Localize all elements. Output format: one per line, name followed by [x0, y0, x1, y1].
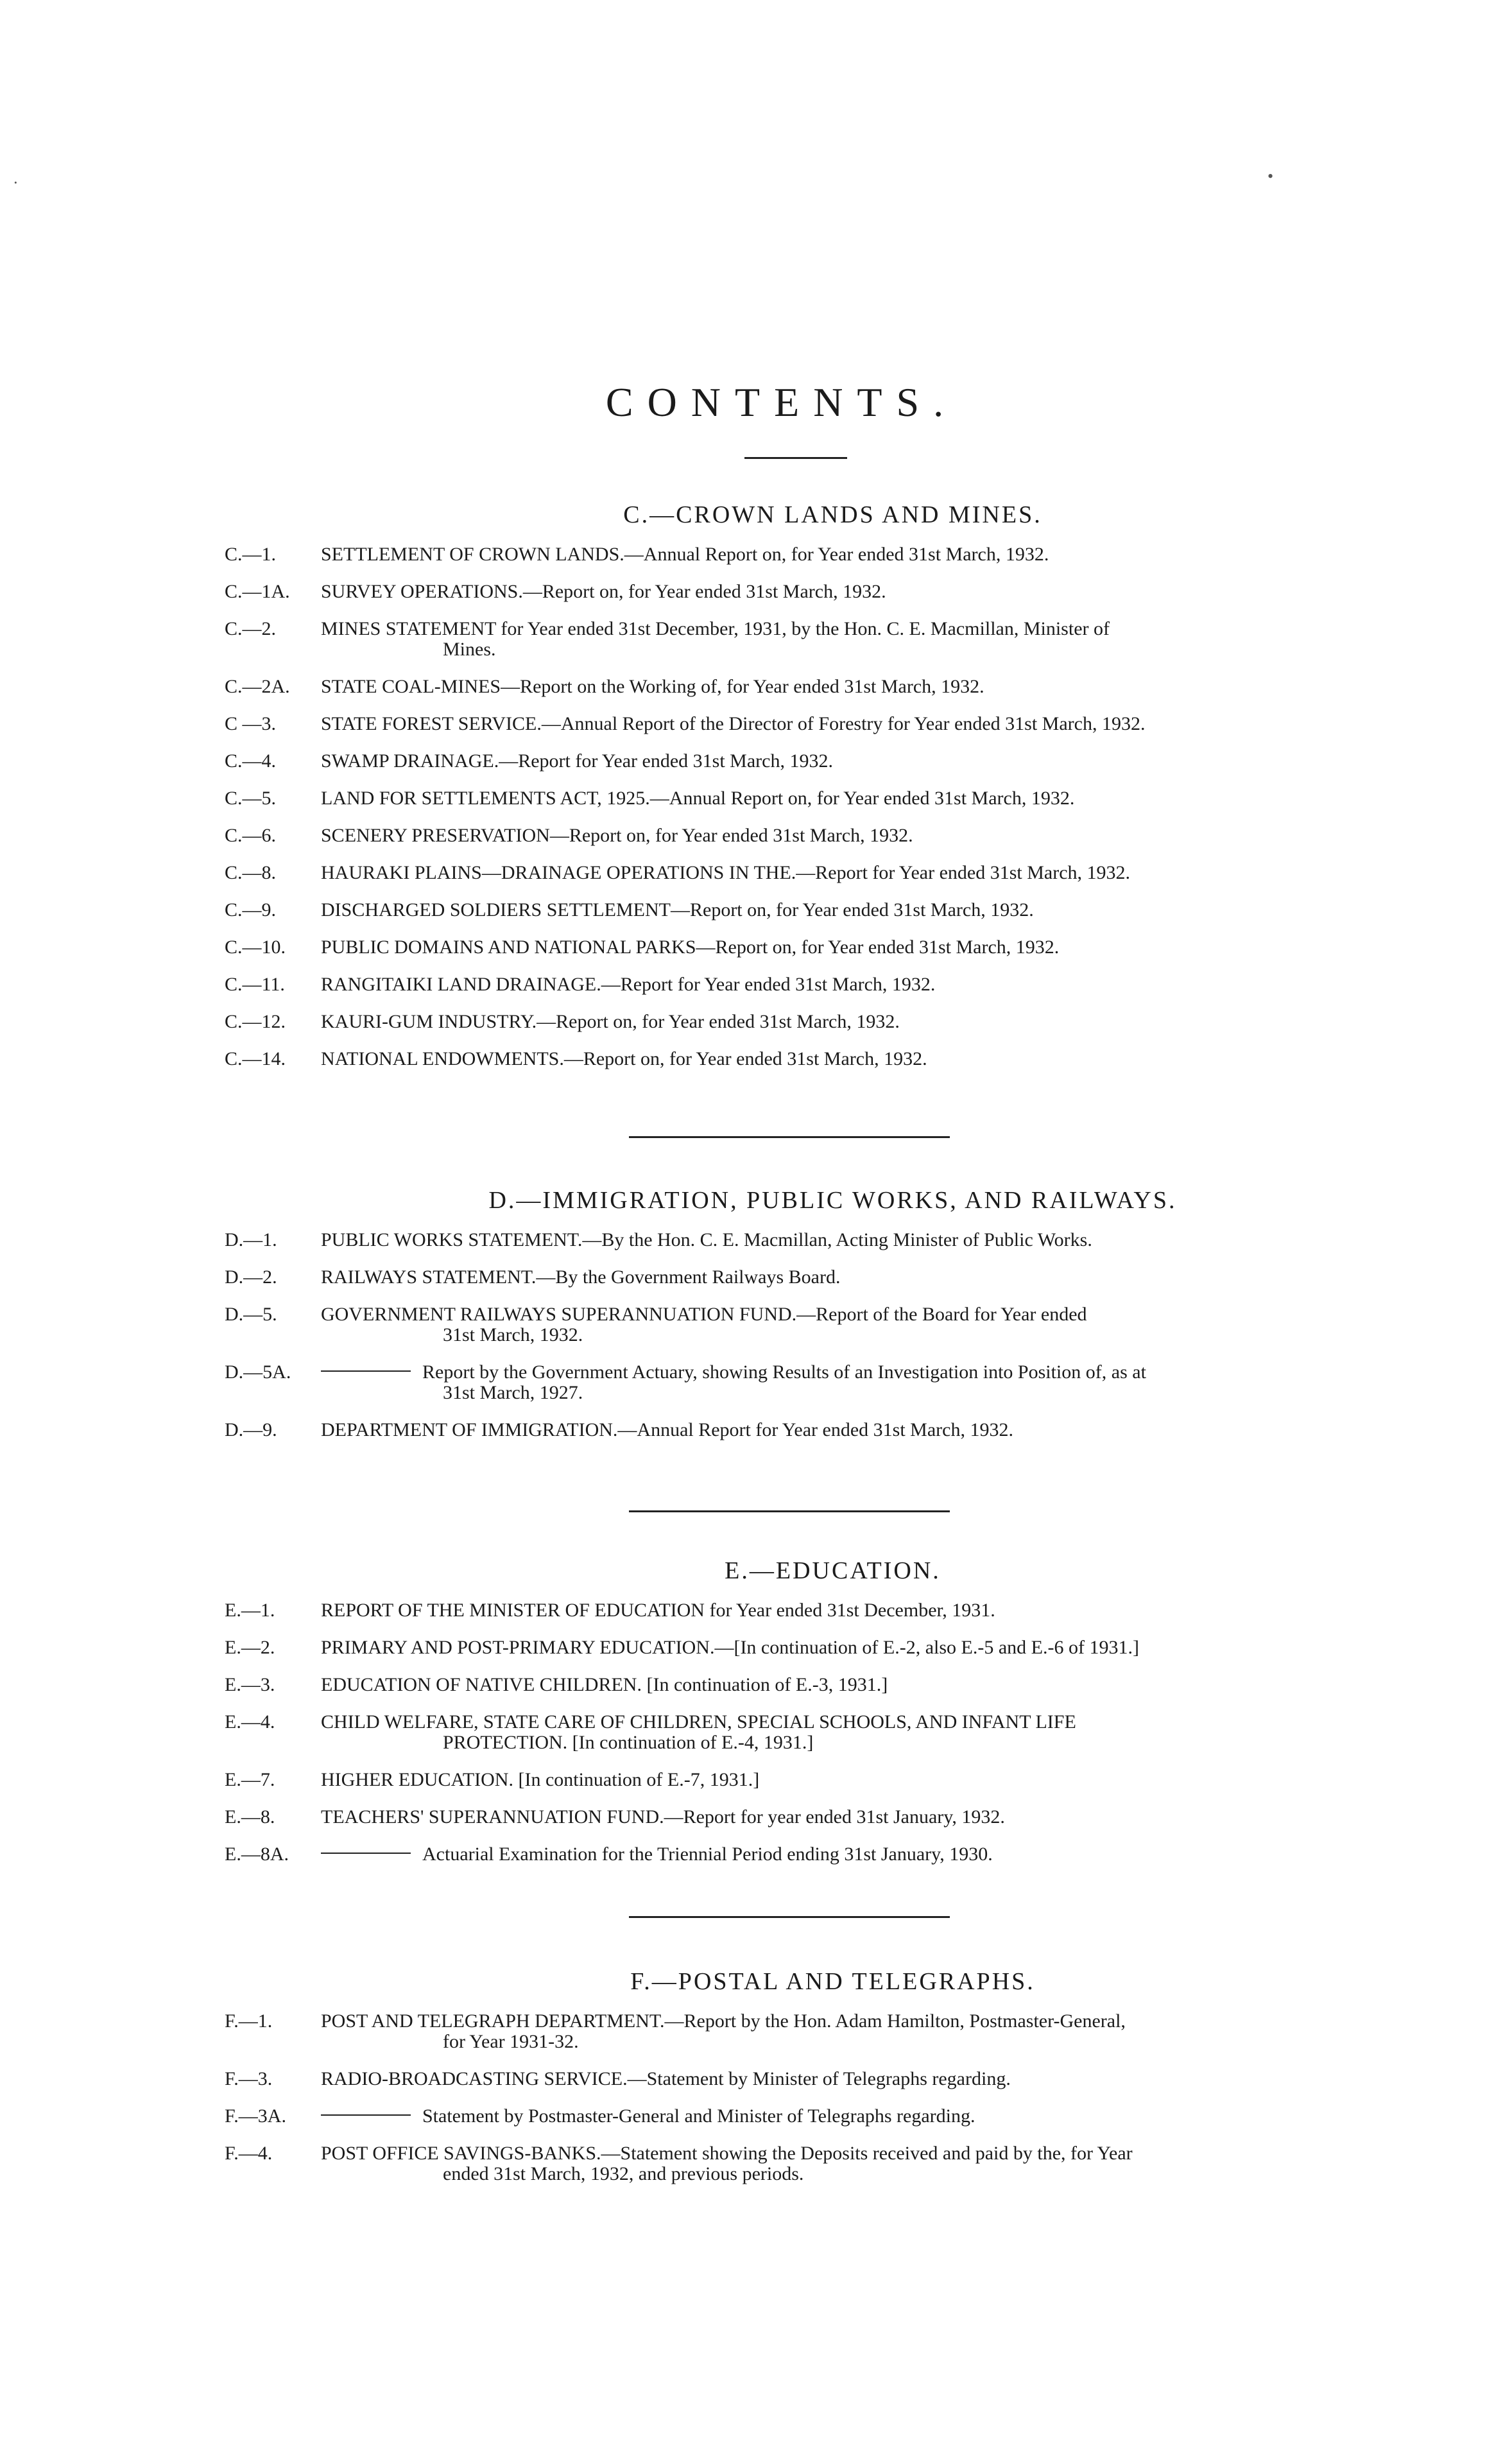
- section-divider: [629, 1136, 950, 1138]
- entry-title: RAILWAYS STATEMENT.—By the Government Railways Board.: [321, 1266, 841, 1288]
- entry-text: [321, 937, 1364, 958]
- entry-code: E.—2.: [225, 1637, 275, 1658]
- contents-entry: [225, 788, 1364, 809]
- entry-code: C.—1A.: [225, 581, 290, 602]
- entry-code: F.—3A.: [225, 2105, 286, 2127]
- section-heading: F.—POSTAL AND TELEGRAPHS.: [630, 1968, 1035, 1995]
- entry-title: PRIMARY AND POST-PRIMARY EDUCATION.—[In continuation of E.-2, also E.-5 and E.-6 of 1931.]: [321, 1637, 1139, 1658]
- entry-title: SURVEY OPERATIONS.—Report on, for Year ended 31st March, 1932.: [321, 581, 886, 602]
- ditto-dash: [321, 1370, 411, 1372]
- entry-title: Report by the Government Actuary, showing Results of an Investigation into Position of, as at: [422, 1361, 1146, 1383]
- entry-text: [321, 544, 1364, 565]
- entry-title: TEACHERS' SUPERANNUATION FUND.—Report for year ended 31st January, 1932.: [321, 1806, 1005, 1827]
- entry-text: [321, 1362, 1364, 1403]
- entry-code: C.—14.: [225, 1048, 286, 1069]
- contents-entry: [225, 937, 1364, 958]
- entry-title: LAND FOR SETTLEMENTS ACT, 1925.—Annual Report on, for Year ended 31st March, 1932.: [321, 788, 1075, 809]
- contents-entry: [225, 1770, 1364, 1790]
- ditto-dash: [321, 1853, 411, 1854]
- contents-entry: [225, 1675, 1364, 1695]
- entry-code: C.—5.: [225, 788, 277, 809]
- entry-title: SCENERY PRESERVATION—Report on, for Year ended 31st March, 1932.: [321, 825, 913, 846]
- entry-title: HAURAKI PLAINS—DRAINAGE OPERATIONS IN THE.—Report for Year ended 31st March, 1932.: [321, 862, 1131, 883]
- entry-text: [321, 619, 1364, 660]
- entry-code: D.—9.: [225, 1419, 277, 1440]
- contents-entry: [225, 2106, 1364, 2127]
- entry-title: DISCHARGED SOLDIERS SETTLEMENT—Report on, for Year ended 31st March, 1932.: [321, 899, 1034, 920]
- entry-text: [321, 1049, 1364, 1069]
- entry-continuation: 31st March, 1932.: [443, 1324, 583, 1345]
- contents-entry: [225, 2011, 1364, 2052]
- entry-title: POST OFFICE SAVINGS-BANKS.—Statement showing the Deposits received and paid by the, for Year: [321, 2143, 1133, 2164]
- entry-code: C.—11.: [225, 974, 285, 995]
- entry-title: PUBLIC DOMAINS AND NATIONAL PARKS—Report on, for Year ended 31st March, 1932.: [321, 937, 1060, 958]
- entry-code: F.—1.: [225, 2010, 273, 2032]
- contents-entry: [225, 1362, 1364, 1403]
- entry-code: C —3.: [225, 713, 277, 734]
- section-postal-telegraphs: [225, 1967, 1364, 2201]
- entry-code: D.—5A.: [225, 1361, 291, 1383]
- contents-entry: [225, 1012, 1364, 1032]
- contents-entry: [225, 619, 1364, 660]
- contents-entry: [225, 1420, 1364, 1440]
- section-heading: D.—IMMIGRATION, PUBLIC WORKS, AND RAILWAYS.: [488, 1187, 1177, 1214]
- entry-continuation: Mines.: [443, 639, 496, 660]
- section-education: [225, 1557, 1364, 1881]
- entry-title: GOVERNMENT RAILWAYS SUPERANNUATION FUND.—Report of the Board for Year ended: [321, 1304, 1087, 1325]
- entry-code: E.—3.: [225, 1674, 275, 1695]
- scan-mark: •: [1267, 167, 1274, 186]
- entry-title: Statement by Postmaster-General and Minister of Telegraphs regarding.: [422, 2105, 975, 2127]
- entry-code: C.—10.: [225, 937, 286, 958]
- scan-mark: ·: [13, 173, 19, 192]
- entry-text: [321, 1230, 1364, 1250]
- entry-code: E.—7.: [225, 1769, 275, 1790]
- contents-entry: [225, 1844, 1364, 1865]
- entry-text: [321, 1600, 1364, 1621]
- entry-text: [321, 2143, 1364, 2184]
- entry-title: NATIONAL ENDOWMENTS.—Report on, for Year ended 31st March, 1932.: [321, 1048, 927, 1069]
- entry-text: [321, 1012, 1364, 1032]
- entry-text: [321, 974, 1364, 995]
- entry-code: E.—4.: [225, 1711, 275, 1732]
- contents-entry: [225, 974, 1364, 995]
- entry-text: [321, 2011, 1364, 2052]
- entry-text: [321, 1637, 1364, 1658]
- entry-code: F.—4.: [225, 2143, 273, 2164]
- entry-title: MINES STATEMENT for Year ended 31st December, 1931, by the Hon. C. E. Macmillan, Minister of: [321, 618, 1110, 639]
- entry-title: Actuarial Examination for the Triennial Period ending 31st January, 1930.: [422, 1844, 993, 1865]
- entry-code: C.—2A.: [225, 676, 290, 697]
- entry-title: RANGITAIKI LAND DRAINAGE.—Report for Year ended 31st March, 1932.: [321, 974, 936, 995]
- entry-code: C.—9.: [225, 899, 277, 920]
- contents-entry: [225, 677, 1364, 697]
- title-rule: [744, 457, 847, 459]
- entry-text: [321, 1267, 1364, 1288]
- entry-text: [321, 900, 1364, 920]
- entry-title: PUBLIC WORKS STATEMENT.—By the Hon. C. E. Macmillan, Acting Minister of Public Works.: [321, 1229, 1092, 1250]
- contents-entry: [225, 1600, 1364, 1621]
- entry-text: [321, 1675, 1364, 1695]
- entry-text: [321, 825, 1364, 846]
- entry-code: D.—1.: [225, 1229, 277, 1250]
- entry-title: RADIO-BROADCASTING SERVICE.—Statement by Minister of Telegraphs regarding.: [321, 2068, 1011, 2089]
- section-crown-lands: [225, 501, 1364, 1086]
- section-divider: [629, 1916, 950, 1918]
- entry-text: [321, 788, 1364, 809]
- entry-continuation: for Year 1931-32.: [443, 2031, 579, 2052]
- entry-text: [321, 677, 1364, 697]
- ditto-dash: [321, 2114, 411, 2116]
- entry-text: [321, 1304, 1364, 1345]
- entry-code: C.—1.: [225, 544, 277, 565]
- entry-text: [321, 1807, 1364, 1827]
- section-heading: C.—CROWN LANDS AND MINES.: [623, 501, 1042, 528]
- page-title: CONTENTS.: [605, 379, 958, 425]
- entry-title: HIGHER EDUCATION. [In continuation of E.-7, 1931.]: [321, 1769, 760, 1790]
- entry-text: [321, 751, 1364, 772]
- entry-text: [321, 1712, 1364, 1753]
- entry-text: [321, 2106, 1364, 2127]
- entry-text: [321, 1770, 1364, 1790]
- entry-title: REPORT OF THE MINISTER OF EDUCATION for Year ended 31st December, 1931.: [321, 1600, 995, 1621]
- entry-title: KAURI-GUM INDUSTRY.—Report on, for Year ended 31st March, 1932.: [321, 1011, 900, 1032]
- entry-code: D.—5.: [225, 1304, 277, 1325]
- entry-continuation: 31st March, 1927.: [443, 1382, 583, 1403]
- entry-title: SWAMP DRAINAGE.—Report for Year ended 31st March, 1932.: [321, 750, 833, 772]
- contents-entry: [225, 1230, 1364, 1250]
- entry-code: C.—2.: [225, 618, 277, 639]
- entry-continuation: PROTECTION. [In continuation of E.-4, 1931.]: [443, 1732, 814, 1753]
- entry-text: [321, 714, 1364, 734]
- contents-entry: [225, 825, 1364, 846]
- entry-title: STATE FOREST SERVICE.—Annual Report of the Director of Forestry for Year ended 31st March, 1932.: [321, 713, 1146, 734]
- entry-title: EDUCATION OF NATIVE CHILDREN. [In continuation of E.-3, 1931.]: [321, 1674, 888, 1695]
- entry-title: SETTLEMENT OF CROWN LANDS.—Annual Report on, for Year ended 31st March, 1932.: [321, 544, 1049, 565]
- entry-code: D.—2.: [225, 1266, 277, 1288]
- entry-code: E.—8.: [225, 1806, 275, 1827]
- entry-title: DEPARTMENT OF IMMIGRATION.—Annual Report for Year ended 31st March, 1932.: [321, 1419, 1013, 1440]
- entry-code: C.—4.: [225, 750, 277, 772]
- entry-title: CHILD WELFARE, STATE CARE OF CHILDREN, SPECIAL SCHOOLS, AND INFANT LIFE: [321, 1711, 1076, 1732]
- entry-continuation: ended 31st March, 1932, and previous periods.: [443, 2163, 804, 2184]
- contents-entry: [225, 900, 1364, 920]
- entry-code: E.—8A.: [225, 1844, 289, 1865]
- entry-text: [321, 1844, 1364, 1865]
- contents-entry: [225, 544, 1364, 565]
- contents-entry: [225, 1637, 1364, 1658]
- entry-text: [321, 2069, 1364, 2089]
- section-heading: E.—EDUCATION.: [725, 1557, 941, 1584]
- contents-entry: [225, 582, 1364, 602]
- entry-text: [321, 1420, 1364, 1440]
- entry-text: [321, 863, 1364, 883]
- contents-entry: [225, 863, 1364, 883]
- entry-title: POST AND TELEGRAPH DEPARTMENT.—Report by the Hon. Adam Hamilton, Postmaster-General,: [321, 2010, 1126, 2032]
- contents-entry: [225, 751, 1364, 772]
- entry-code: C.—12.: [225, 1011, 286, 1032]
- entry-code: C.—6.: [225, 825, 277, 846]
- contents-entry: [225, 1049, 1364, 1069]
- entry-title: STATE COAL-MINES—Report on the Working of, for Year ended 31st March, 1932.: [321, 676, 984, 697]
- contents-entry: [225, 714, 1364, 734]
- contents-entry: [225, 2069, 1364, 2089]
- contents-entry: [225, 1267, 1364, 1288]
- section-divider: [629, 1510, 950, 1512]
- section-immigration-works-railways: [225, 1186, 1364, 1457]
- contents-entry: [225, 2143, 1364, 2184]
- contents-entry: [225, 1304, 1364, 1345]
- contents-entry: [225, 1712, 1364, 1753]
- entry-code: F.—3.: [225, 2068, 273, 2089]
- entry-code: E.—1.: [225, 1600, 275, 1621]
- entry-code: C.—8.: [225, 862, 277, 883]
- contents-entry: [225, 1807, 1364, 1827]
- entry-text: [321, 582, 1364, 602]
